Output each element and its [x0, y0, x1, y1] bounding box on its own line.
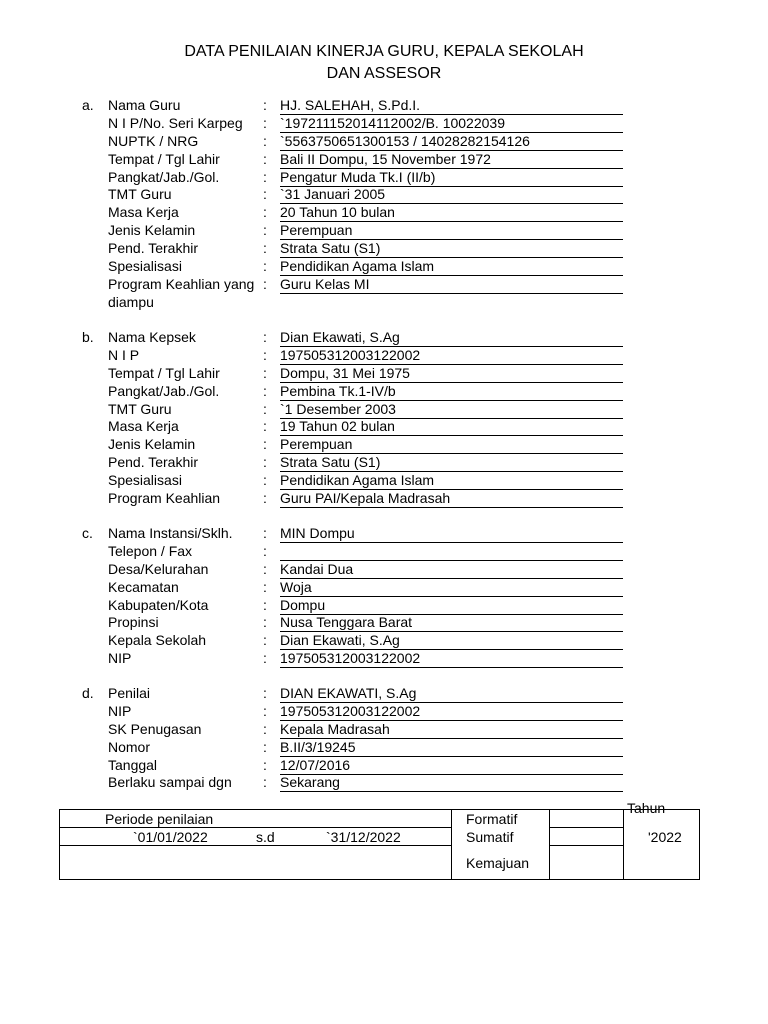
field-value: Kepala Madrasah: [280, 721, 623, 739]
field-label: NIP: [108, 702, 132, 719]
field-row: [0, 579, 768, 597]
field-colon: :: [263, 490, 267, 507]
field-row: [0, 97, 768, 115]
field-row: [0, 454, 768, 472]
field-value: `197211152014112002/B. 10022039: [280, 115, 623, 133]
field-colon: :: [263, 560, 267, 577]
field-row: [0, 258, 768, 276]
field-value: Pendidikan Agama Islam: [280, 258, 623, 276]
field-value: Strata Satu (S1): [280, 454, 623, 472]
field-value: 197505312003122002: [280, 650, 623, 668]
field-colon: :: [263, 702, 267, 719]
section-c: [0, 525, 768, 668]
field-colon: :: [263, 738, 267, 755]
field-colon: :: [263, 472, 267, 489]
field-colon: :: [263, 632, 267, 649]
field-value: Bali II Dompu, 15 November 1972: [280, 151, 623, 169]
field-value: `31 Januari 2005: [280, 186, 623, 204]
field-colon: :: [263, 97, 267, 113]
period-table: [59, 800, 700, 880]
field-row: [0, 329, 768, 347]
field-colon: :: [263, 222, 267, 239]
field-label: TMT Guru: [108, 400, 172, 417]
field-label: Pend. Terakhir: [108, 240, 199, 257]
field-value: Dian Ekawati, S.Ag: [280, 632, 623, 650]
field-row: [0, 401, 768, 419]
field-colon: :: [263, 114, 267, 131]
field-row: [0, 614, 768, 632]
field-colon: :: [263, 275, 267, 292]
field-label: Spesialisasi: [108, 258, 182, 275]
field-row: [0, 543, 768, 561]
field-row: [0, 133, 768, 151]
kemajuan-label: Kemajuan: [466, 855, 530, 871]
field-colon: :: [263, 614, 267, 631]
field-label: Nomor: [108, 738, 151, 755]
field-value: 12/07/2016: [280, 757, 623, 775]
field-row: [0, 632, 768, 650]
field-value: Perempuan: [280, 222, 623, 240]
field-value: 19 Tahun 02 bulan: [280, 418, 623, 436]
field-label: Berlaku sampai dgn: [108, 774, 232, 791]
period-sd: s.d: [256, 829, 275, 845]
title-line-2: DAN ASSESOR: [326, 65, 442, 82]
field-label: Propinsi: [108, 614, 159, 631]
field-value: Dompu: [280, 597, 623, 615]
tahun-label: Tahun: [627, 800, 666, 816]
field-label: Nama Kepsek: [108, 329, 196, 345]
field-row: [0, 169, 768, 187]
field-label: Nama Instansi/Sklh.: [108, 525, 233, 541]
field-value: Guru PAI/Kepala Madrasah: [280, 490, 623, 508]
table-row-divider: [60, 827, 451, 828]
section-letter: b.: [82, 329, 94, 345]
field-row: [0, 436, 768, 454]
field-label: Program Keahlian yang diampu: [108, 275, 255, 310]
period-label: Periode penilaian: [105, 811, 214, 827]
field-label: NIP: [108, 650, 132, 667]
field-row: [0, 650, 768, 668]
table-divider: [623, 810, 624, 879]
field-value: Pengatur Muda Tk.I (II/b): [280, 169, 623, 187]
field-label: Kepala Sekolah: [108, 632, 207, 649]
field-row: [0, 204, 768, 222]
field-label: Kecamatan: [108, 578, 179, 595]
field-row: [0, 597, 768, 615]
section-d: [0, 685, 768, 792]
field-value: DIAN EKAWATI, S.Ag: [280, 685, 623, 703]
field-row: [0, 240, 768, 258]
field-label: Telepon / Fax: [108, 542, 193, 559]
table-row-divider: [60, 845, 451, 846]
field-colon: :: [263, 186, 267, 203]
field-label: Spesialisasi: [108, 472, 182, 489]
field-row: [0, 115, 768, 133]
field-value: Woja: [280, 579, 623, 597]
field-row: [0, 703, 768, 721]
field-colon: :: [263, 364, 267, 381]
field-value: `5563750651300153 / 14028282154126: [280, 133, 623, 151]
sumatif-label: Sumatif: [466, 829, 514, 845]
document-title: [0, 41, 768, 85]
field-label: TMT Guru: [108, 186, 172, 203]
formatif-label: Formatif: [466, 811, 518, 827]
field-colon: :: [263, 720, 267, 737]
field-label: Tempat / Tgl Lahir: [108, 364, 220, 381]
field-row: [0, 222, 768, 240]
field-value: 20 Tahun 10 bulan: [280, 204, 623, 222]
field-row: [0, 525, 768, 543]
field-colon: :: [263, 258, 267, 275]
field-value: Pembina Tk.1-IV/b: [280, 383, 623, 401]
period-end: `31/12/2022: [326, 829, 401, 845]
field-value: 197505312003122002: [280, 703, 623, 721]
field-colon: :: [263, 418, 267, 435]
field-value: Dian Ekawati, S.Ag: [280, 329, 623, 347]
field-label: N I P: [108, 346, 140, 363]
field-colon: :: [263, 596, 267, 613]
field-value: Perempuan: [280, 436, 623, 454]
field-row: [0, 774, 768, 792]
field-row: [0, 418, 768, 436]
field-label: Program Keahlian: [108, 490, 221, 507]
field-colon: :: [263, 542, 267, 559]
field-row: [0, 685, 768, 703]
field-label: Penilai: [108, 685, 151, 701]
field-label: Jenis Kelamin: [108, 436, 196, 453]
field-value: MIN Dompu: [280, 525, 623, 543]
field-label: Tanggal: [108, 756, 158, 773]
section-letter: c.: [82, 525, 93, 541]
field-label: N I P/No. Seri Karpeg: [108, 114, 243, 131]
field-label: NUPTK / NRG: [108, 132, 199, 149]
field-value: HJ. SALEHAH, S.Pd.I.: [280, 97, 623, 115]
field-value: Sekarang: [280, 774, 623, 792]
field-label: Pangkat/Jab./Gol.: [108, 382, 220, 399]
field-colon: :: [263, 454, 267, 471]
section-letter: d.: [82, 685, 94, 701]
table-row-divider: [549, 845, 623, 846]
field-value: [280, 543, 623, 561]
table-row-divider: [549, 827, 623, 828]
field-label: Tempat / Tgl Lahir: [108, 150, 220, 167]
field-colon: :: [263, 240, 267, 257]
field-colon: :: [263, 436, 267, 453]
field-label: Jenis Kelamin: [108, 222, 196, 239]
field-label: SK Penugasan: [108, 720, 202, 737]
field-row: [0, 347, 768, 365]
field-label: Masa Kerja: [108, 204, 179, 221]
field-value: Pendidikan Agama Islam: [280, 472, 623, 490]
field-value: B.II/3/19245: [280, 739, 623, 757]
field-colon: :: [263, 685, 267, 701]
section-letter: a.: [82, 97, 94, 113]
section-b: [0, 329, 768, 508]
field-colon: :: [263, 756, 267, 773]
field-value: `1 Desember 2003: [280, 401, 623, 419]
field-row: [0, 365, 768, 383]
field-value: Guru Kelas MI: [280, 276, 623, 294]
tahun-label-clip: [624, 800, 700, 818]
field-value: Nusa Tenggara Barat: [280, 614, 623, 632]
field-colon: :: [263, 346, 267, 363]
field-label: Pangkat/Jab./Gol.: [108, 168, 220, 185]
field-row: [0, 186, 768, 204]
field-value: Kandai Dua: [280, 561, 623, 579]
field-row: [0, 757, 768, 775]
field-row: [0, 739, 768, 757]
field-colon: :: [263, 400, 267, 417]
title-line-1: DATA PENILAIAN KINERJA GURU, KEPALA SEKOLAH: [184, 43, 584, 60]
period-start: `01/01/2022: [133, 829, 208, 845]
field-colon: :: [263, 168, 267, 185]
field-colon: :: [263, 578, 267, 595]
field-row: [0, 490, 768, 508]
field-label: Kabupaten/Kota: [108, 596, 209, 613]
field-row: [0, 383, 768, 401]
field-row: [0, 151, 768, 169]
field-row: [0, 721, 768, 739]
section-a: [0, 97, 768, 312]
field-value: 197505312003122002: [280, 347, 623, 365]
table-divider: [451, 810, 452, 879]
field-label: Desa/Kelurahan: [108, 560, 209, 577]
field-row: [0, 561, 768, 579]
field-colon: :: [263, 132, 267, 149]
tahun-value: '2022: [648, 829, 682, 845]
field-label: Pend. Terakhir: [108, 454, 199, 471]
field-row: [0, 276, 768, 312]
field-label: Nama Guru: [108, 97, 181, 113]
field-colon: :: [263, 382, 267, 399]
field-colon: :: [263, 204, 267, 221]
field-colon: :: [263, 150, 267, 167]
field-colon: :: [263, 329, 267, 345]
field-colon: :: [263, 774, 267, 791]
field-colon: :: [263, 650, 267, 667]
field-colon: :: [263, 525, 267, 541]
field-row: [0, 472, 768, 490]
field-value: Dompu, 31 Mei 1975: [280, 365, 623, 383]
field-value: Strata Satu (S1): [280, 240, 623, 258]
field-label: Masa Kerja: [108, 418, 179, 435]
